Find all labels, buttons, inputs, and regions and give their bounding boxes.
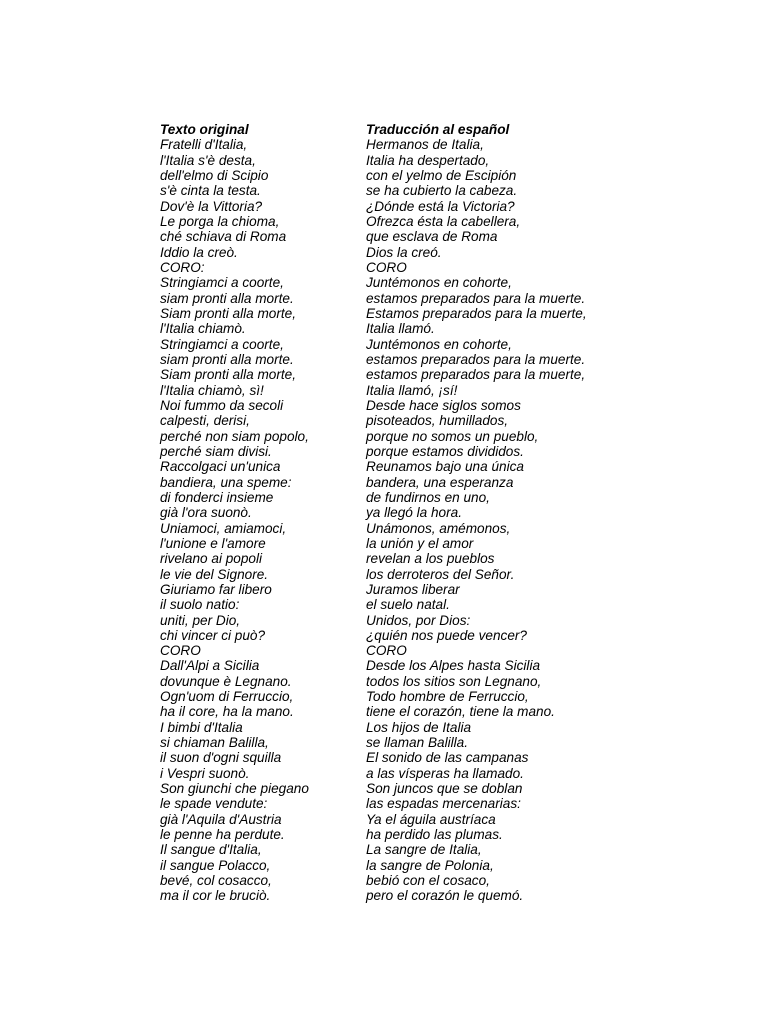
original-verse-line: perché siam divisi. bbox=[160, 443, 272, 459]
translation-verse-line: Italia ha despertado, bbox=[366, 152, 490, 168]
original-verse-line: Ogn'uom di Ferruccio, bbox=[160, 689, 294, 705]
original-verse-line: s'è cinta la testa. bbox=[160, 183, 261, 199]
translation-verse-line: La sangre de Italia, bbox=[366, 842, 482, 858]
translation-verse-line: de fundirnos en uno, bbox=[366, 489, 490, 505]
original-heading: Texto original bbox=[160, 122, 249, 137]
original-verse-line: ha il core, ha la mano. bbox=[160, 704, 294, 720]
original-verse-line: Dov'è la Vittoria? bbox=[160, 198, 263, 214]
translation-verse-line: Juntémonos en cohorte, bbox=[366, 336, 512, 352]
original-verse-line: I bimbi d'Italia bbox=[160, 719, 243, 735]
original-verse-line: calpesti, derisi, bbox=[160, 413, 250, 429]
original-verse-line: le spade vendute: bbox=[160, 796, 268, 812]
translation-verse-line: Todo hombre de Ferruccio, bbox=[366, 689, 529, 705]
original-verse-line: le penne ha perdute. bbox=[160, 827, 285, 843]
original-verse-line: Il sangue d'Italia, bbox=[160, 842, 262, 858]
translation-verse-line: Italia llamó, ¡sí! bbox=[366, 382, 458, 398]
translation-verse-line: estamos preparados para la muerte, bbox=[366, 367, 586, 383]
original-verse-line: uniti, per Dio, bbox=[160, 612, 241, 628]
translation-verse-line: la unión y el amor bbox=[366, 535, 474, 551]
translation-verse-line: Hermanos de Italia, bbox=[366, 137, 484, 153]
translation-verse-line: pisoteados, humillados, bbox=[366, 413, 509, 429]
translation-verse-line: Juramos liberar bbox=[366, 581, 460, 597]
original-verse-line: Raccolgaci un'unica bbox=[160, 459, 281, 475]
original-verse-line: Fratelli d'Italia, bbox=[160, 137, 248, 153]
translation-verse-line: tiene el corazón, tiene la mano. bbox=[366, 704, 555, 720]
original-verse-line: Dall'Alpi a Sicilia bbox=[160, 658, 260, 674]
original-verse-line: dell'elmo di Scipio bbox=[160, 167, 269, 183]
translation-verse-line: pero el corazón le quemó. bbox=[366, 888, 524, 904]
translation-verse-line: estamos preparados para la muerte. bbox=[366, 290, 586, 306]
translation-verse-line: El sonido de las campanas bbox=[366, 750, 529, 766]
original-verse-line: Siam pronti alla morte, bbox=[160, 305, 296, 321]
original-verse-line: ché schiava di Roma bbox=[160, 229, 287, 245]
translation-verse-line: Desde hace siglos somos bbox=[366, 397, 521, 413]
original-verse-line: Son giunchi che piegano bbox=[160, 781, 309, 797]
original-verse-line: l'Italia chiamò, sì! bbox=[160, 382, 264, 398]
original-verse-line: i Vespri suonò. bbox=[160, 765, 250, 781]
original-verse-line: le vie del Signore. bbox=[160, 566, 269, 582]
translation-column bbox=[366, 122, 587, 904]
original-verse-line: chi vincer ci può? bbox=[160, 627, 266, 643]
translation-verse-line: bebió con el cosaco, bbox=[366, 873, 490, 889]
original-verse-line: perché non siam popolo, bbox=[160, 428, 309, 444]
translation-verse-line: la sangre de Polonia, bbox=[366, 857, 494, 873]
translation-verse-line: ¿quién nos puede vencer? bbox=[366, 627, 527, 643]
original-verse-line: Stringiamci a coorte, bbox=[160, 336, 284, 352]
translation-verse-line: porque no somos un pueblo, bbox=[366, 428, 539, 444]
translation-verse-line: Italia llamó. bbox=[366, 321, 435, 337]
translation-verse-line: las espadas mercenarias: bbox=[366, 796, 521, 812]
original-verse-line: di fonderci insieme bbox=[160, 489, 274, 505]
original-verse-line: ma il cor le bruciò. bbox=[160, 888, 271, 904]
translation-verse-line: CORO bbox=[366, 259, 407, 275]
original-verse-line: CORO: bbox=[160, 259, 205, 275]
translation-verse-line: bandera, una esperanza bbox=[366, 474, 514, 490]
translation-verse-line: el suelo natal. bbox=[366, 597, 450, 613]
original-verse-line: già l'ora suonò. bbox=[160, 505, 252, 521]
original-verse-line: Uniamoci, amiamoci, bbox=[160, 520, 287, 536]
translation-verse-line: todos los sitios son Legnano, bbox=[366, 673, 542, 689]
translation-verse-line: Unidos, por Dios: bbox=[366, 612, 471, 628]
original-text-column bbox=[160, 122, 309, 904]
translation-verse-line: Estamos preparados para la muerte, bbox=[366, 305, 587, 321]
original-verse-line: bevé, col cosacco, bbox=[160, 873, 272, 889]
translation-verse-line: con el yelmo de Escipión bbox=[366, 167, 517, 183]
original-verse-line: l'Italia chiamò. bbox=[160, 321, 246, 337]
original-verse-line: si chiaman Balilla, bbox=[160, 735, 269, 751]
translation-verse-line: ha perdido las plumas. bbox=[366, 827, 503, 843]
original-verse-line: dovunque è Legnano. bbox=[160, 673, 292, 689]
translation-verse-line: Ofrezca ésta la cabellera, bbox=[366, 213, 521, 229]
original-verse-line: l'unione e l'amore bbox=[160, 535, 266, 551]
original-verse-line: il suolo natio: bbox=[160, 597, 240, 613]
translation-verse-line: porque estamos divididos. bbox=[366, 443, 524, 459]
original-verse-line: l'Italia s'è desta, bbox=[160, 152, 256, 168]
original-verse-line: Iddio la creò. bbox=[160, 244, 238, 260]
translation-verse-line: estamos preparados para la muerte. bbox=[366, 351, 586, 367]
original-verse-line: rivelano ai popoli bbox=[160, 551, 263, 567]
translation-heading: Traducción al español bbox=[366, 122, 510, 137]
original-verse-line: Giuriamo far libero bbox=[160, 581, 272, 597]
original-verse-line: già l'Aquila d'Austria bbox=[160, 811, 282, 827]
translation-verse-line: ya llegó la hora. bbox=[366, 505, 462, 521]
original-verse-line: bandiera, una speme: bbox=[160, 474, 292, 490]
translation-verse-line: Reunamos bajo una única bbox=[366, 459, 524, 475]
original-verse-line: siam pronti alla morte. bbox=[160, 290, 294, 306]
translation-verse-line: que esclava de Roma bbox=[366, 229, 498, 245]
translation-verse-line: los derroteros del Señor. bbox=[366, 566, 515, 582]
original-verse-line: Stringiamci a coorte, bbox=[160, 275, 284, 291]
original-verse-line: il suon d'ogni squilla bbox=[160, 750, 282, 766]
translation-verse-line: Unámonos, amémonos, bbox=[366, 520, 511, 536]
translation-verse-line: revelan a los pueblos bbox=[366, 551, 495, 567]
translation-verse-line: Desde los Alpes hasta Sicilia bbox=[366, 658, 541, 674]
original-verse-line: Le porga la chioma, bbox=[160, 213, 280, 229]
translation-verse-line: Dios la creó. bbox=[366, 244, 442, 260]
original-verse-line: Noi fummo da secoli bbox=[160, 397, 284, 413]
translation-verse-line: ¿Dónde está la Victoria? bbox=[366, 198, 515, 214]
translation-verse-line: CORO bbox=[366, 643, 407, 659]
translation-verse-line: Son juncos que se doblan bbox=[366, 781, 523, 797]
translation-verse-line: se llaman Balilla. bbox=[366, 735, 468, 751]
original-verse-line: Siam pronti alla morte, bbox=[160, 367, 296, 383]
translation-verse-line: Los hijos de Italia bbox=[366, 719, 472, 735]
translation-verse-line: Ya el águila austríaca bbox=[366, 811, 496, 827]
translation-verse-line: se ha cubierto la cabeza. bbox=[366, 183, 518, 199]
translation-verse-line: a las vísperas ha llamado. bbox=[366, 765, 524, 781]
original-verse-line: CORO bbox=[160, 643, 201, 659]
original-verse-line: il sangue Polacco, bbox=[160, 857, 271, 873]
translation-verse-line: Juntémonos en cohorte, bbox=[366, 275, 512, 291]
original-verse-line: siam pronti alla morte. bbox=[160, 351, 294, 367]
